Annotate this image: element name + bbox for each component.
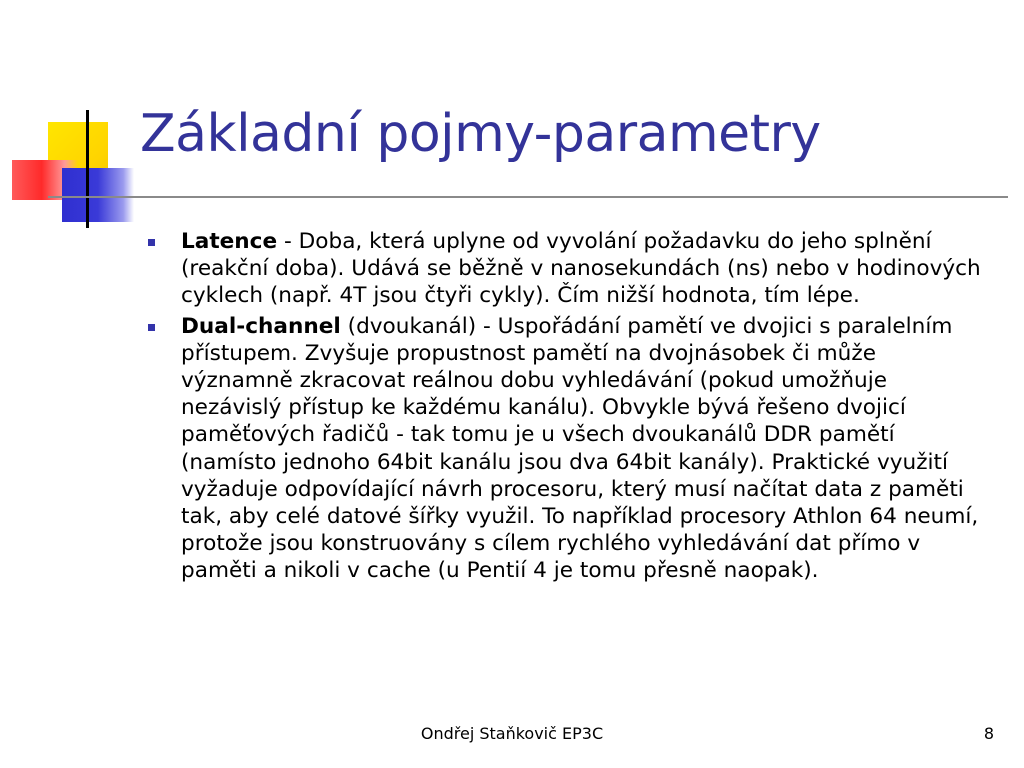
term-description: (dvoukanál) - Uspořádání pamětí ve dvojici s paralelním přístupem. Zvyšuje propustnost pamětí na dvojnásobek či může významně zkracovat reálnou dobu vyhledávání (pokud umožňuje nezávislý přístup ke každému kanálu). Obvykle bývá řešeno dvojicí paměťových řadičů - tak tomu je u všech dvoukanálů DDR pamětí (namísto jednoho 64bit kanálu jsou dva 64bit kanály). Praktické využití vyžaduje odpovídající návrh procesoru, který musí načítat data z paměti tak, aby celé datové šířky využil. To například procesory Athlon 64 neumí, protože jsou konstruovány s cílem rychlého vyhledávání dat přímo v paměti a nikoli v cache (u Pentií 4 je tomu přesně naopak). bbox=[181, 313, 979, 584]
term-label: Latence bbox=[181, 229, 278, 254]
title-underline bbox=[48, 196, 1008, 198]
term-description: - Doba, která uplyne od vyvolání požadavku do jeho splnění (reakční doba). Udává se běžně v nanosekundách (ns) nebo v hodinových cyklech (např. 4T jsou čtyři cykly). Čím nižší hodnota, tím lépe. bbox=[181, 229, 981, 309]
bullet-list bbox=[148, 228, 988, 588]
page-number: 8 bbox=[983, 724, 994, 743]
decor-blue-square bbox=[62, 168, 134, 222]
square-bullet-icon bbox=[148, 239, 155, 246]
term-label: Dual-channel bbox=[181, 313, 341, 339]
footer-author: Ondřej Staňkovič EP3C bbox=[420, 724, 604, 743]
list-item-latence bbox=[148, 228, 988, 310]
decor-vertical-line bbox=[86, 110, 89, 228]
list-item-dual-channel bbox=[148, 313, 988, 585]
square-bullet-icon bbox=[148, 324, 155, 331]
slide-title: Základní pojmy-parametry bbox=[140, 104, 821, 164]
